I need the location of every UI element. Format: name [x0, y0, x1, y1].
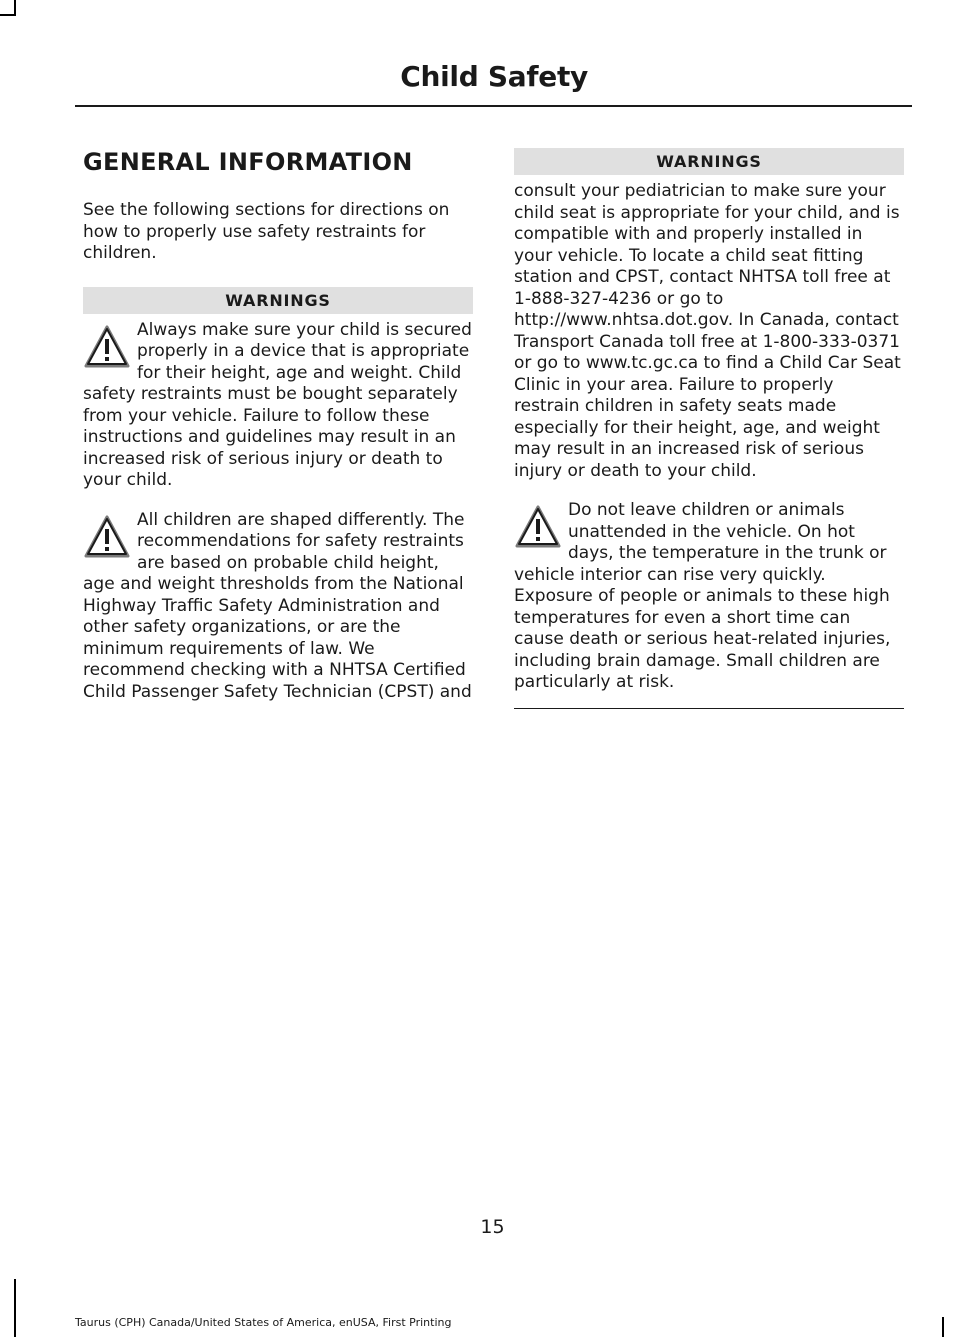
warnings-header: WARNINGS	[514, 148, 904, 175]
header-divider	[75, 105, 912, 107]
warning-item	[83, 510, 473, 704]
crop-mark	[0, 14, 16, 16]
warning-item	[514, 500, 904, 694]
right-column	[514, 148, 904, 709]
warnings-header: WARNINGS	[83, 287, 473, 314]
warning-text: All children are shaped differently. The recommendations for safety restraints are based on probable child height, age and weight thresholds from the National Highway Traffic Safety Administration and other safety organizations, or are the minimum requirements of law. We recommend checking with a NHTSA Certified Child Passenger Safety Technician (CPST) and	[83, 509, 472, 702]
crop-mark	[942, 1317, 944, 1337]
warning-triangle-icon	[514, 504, 562, 550]
intro-paragraph: See the following sections for directions on how to properly use safety restraints for children.	[83, 200, 450, 263]
crop-mark	[14, 1279, 16, 1337]
page-title: Child Safety	[400, 60, 588, 93]
warning-triangle-icon	[83, 514, 131, 560]
warnings-end-divider	[514, 708, 904, 710]
warning-triangle-icon	[83, 324, 131, 370]
warning-item	[83, 320, 473, 492]
warning-text: Do not leave children or animals unattended in the vehicle. On hot days, the temperature in the trunk or vehicle interior can rise very quickly. Exposure of people or animals to these high temperatures for even a short time can cause death or serious heat-related injuries, including brain damage. Small children are particularly at risk.	[514, 500, 891, 692]
section-heading: GENERAL INFORMATION	[83, 148, 413, 176]
page-number: 15	[480, 1216, 505, 1238]
left-column	[83, 148, 473, 713]
warning-continued-text: consult your pediatrician to make sure your child seat is appropriate for your child, and is compatible with and properly installed in your vehicle. To locate a child seat fitting station and CPST, contact NHTSA toll free at 1-888-327-4236 or go to http://www.nhtsa.dot.gov. In Canada, contact Transport Canada toll free at 1-800-333-0371 or go to www.tc.gc.ca to find a Child Car Seat Clinic in your area. Failure to properly restrain children in safety seats made especially for their height, age, and weight may result in an increased risk of serious injury or death to your child.	[514, 181, 901, 481]
warning-text: Always make sure your child is secured properly in a device that is appropriate for their height, age and weight. Child safety restraints must be bought separately from your vehicle. Failure to follow these instructions and guidelines may result in an increased risk of serious injury or death to your child.	[83, 319, 472, 490]
footer-text: Taurus (CPH) Canada/United States of America, enUSA, First Printing	[75, 1316, 452, 1329]
